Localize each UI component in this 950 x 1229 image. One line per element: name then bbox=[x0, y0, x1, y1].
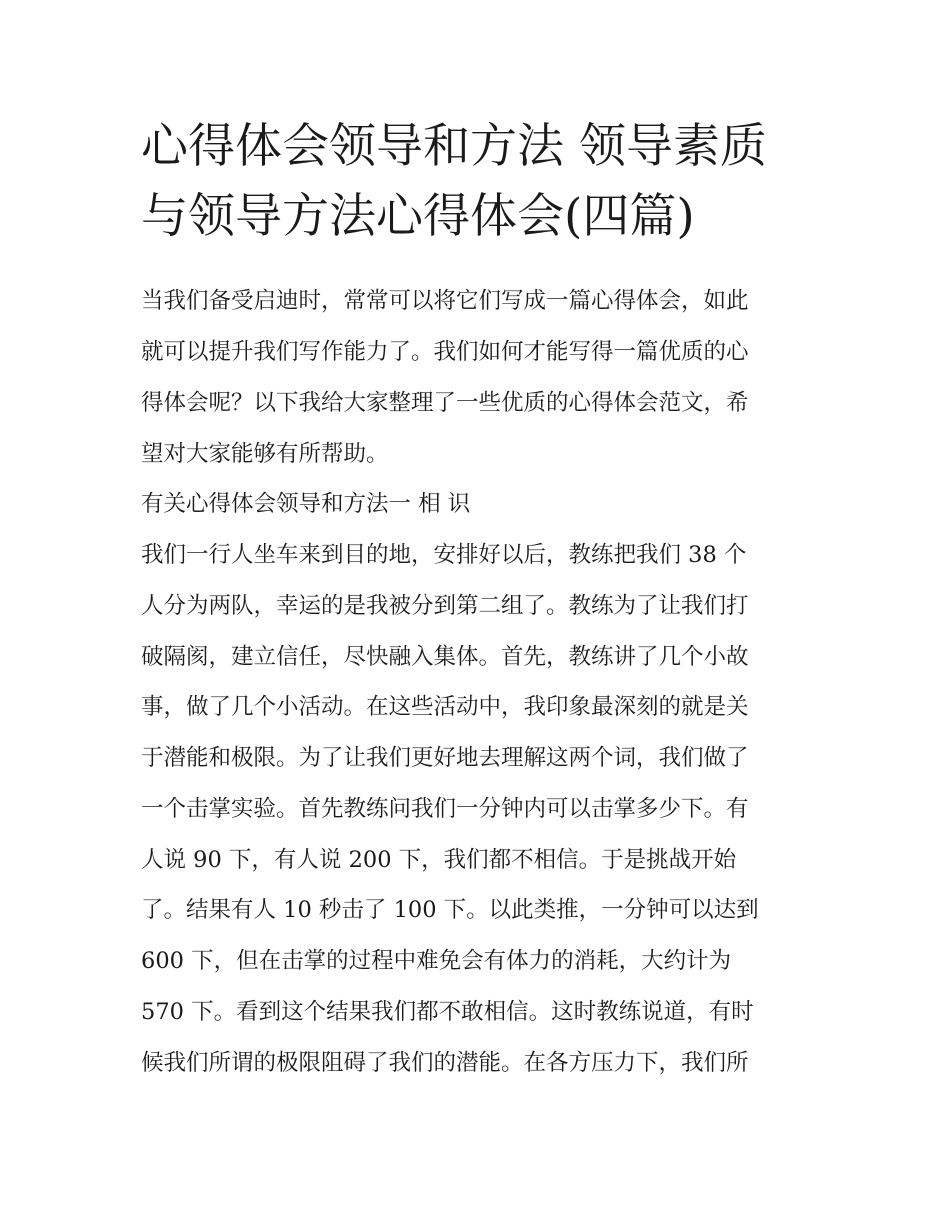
document-title-line-1: 心得体会领导和方法 领导素质 bbox=[141, 119, 767, 174]
intro-line-1: 当我们备受启迪时，常常可以将它们写成一篇心得体会，如此 bbox=[141, 288, 749, 314]
body-line-1: 我们一行人坐车来到目的地，安排好以后，教练把我们 38 个 bbox=[141, 542, 747, 568]
section-heading: 有关心得体会领导和方法一 相 识 bbox=[141, 491, 471, 517]
document-title-line-2: 与领导方法心得体会(四篇) bbox=[141, 189, 695, 244]
body-line-6: 一个击掌实验。首先教练问我们一分钟内可以击掌多少下。有 bbox=[141, 796, 749, 822]
body-line-4: 事，做了几个小活动。在这些活动中，我印象最深刻的就是关 bbox=[141, 694, 749, 720]
body-line-11: 候我们所谓的极限阻碍了我们的潜能。在各方压力下，我们所 bbox=[141, 1050, 749, 1076]
body-line-5: 于潜能和极限。为了让我们更好地去理解这两个词，我们做了 bbox=[141, 745, 749, 771]
body-line-2: 人分为两队，幸运的是我被分到第二组了。教练为了让我们打 bbox=[141, 593, 749, 619]
document-title bbox=[141, 112, 821, 252]
body-line-3: 破隔阂，建立信任，尽快融入集体。首先，教练讲了几个小故 bbox=[141, 644, 749, 670]
intro-line-3: 得体会呢？以下我给大家整理了一些优质的心得体会范文，希 bbox=[141, 390, 749, 416]
body-line-10: 570 下。看到这个结果我们都不敢相信。这时教练说道，有时 bbox=[141, 999, 754, 1025]
body-line-8: 了。结果有人 10 秒击了 100 下。以此类推，一分钟可以达到 bbox=[141, 897, 759, 923]
body-line-9: 600 下，但在击掌的过程中难免会有体力的消耗，大约计为 bbox=[141, 948, 732, 974]
intro-line-4: 望对大家能够有所帮助。 bbox=[141, 441, 389, 467]
intro-line-2: 就可以提升我们写作能力了。我们如何才能写得一篇优质的心 bbox=[141, 339, 749, 365]
body-line-7: 人说 90 下，有人说 200 下，我们都不相信。于是挑战开始 bbox=[141, 847, 737, 873]
